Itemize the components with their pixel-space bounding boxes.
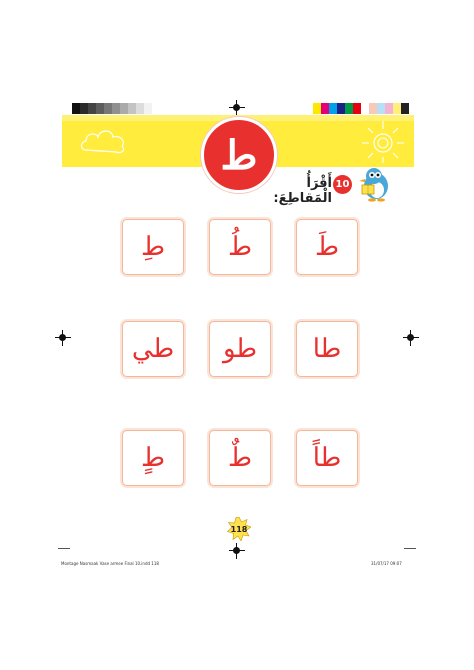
color-swatch: [377, 103, 385, 114]
syllable-card: طا: [296, 321, 358, 377]
crop-line: [404, 548, 416, 549]
bird-mascot-icon: [352, 160, 396, 204]
color-swatch: [353, 103, 361, 114]
color-swatch: [313, 103, 321, 114]
color-swatch: [393, 103, 401, 114]
instruction-text: أَقْرَأُ الْمَقاطِعَ:: [273, 176, 332, 206]
registration-mark-top: [232, 103, 242, 113]
color-swatch: [345, 103, 353, 114]
footer-file-name: Montage Nasmaak Vase armee Final 10.indd 118: [61, 561, 159, 566]
footer-timestamp: 31/07/17 09:07: [371, 561, 402, 566]
color-calibration-strip-left: [72, 103, 152, 114]
syllable-card: طٍ: [122, 430, 184, 486]
color-swatch: [72, 103, 80, 114]
registration-mark-bottom: [232, 546, 242, 556]
color-swatch: [401, 103, 409, 114]
color-swatch: [136, 103, 144, 114]
color-swatch: [88, 103, 96, 114]
syllable-card: طاً: [296, 430, 358, 486]
color-swatch: [120, 103, 128, 114]
syllable-card: طُ: [209, 219, 271, 275]
color-swatch: [112, 103, 120, 114]
sun-icon: [358, 117, 408, 165]
color-swatch: [329, 103, 337, 114]
registration-mark-left: [58, 333, 68, 343]
page-number: 118: [230, 524, 248, 534]
color-calibration-strip-right: [313, 103, 409, 114]
color-swatch: [104, 103, 112, 114]
color-swatch: [96, 103, 104, 114]
registration-mark-right: [406, 333, 416, 343]
color-swatch: [321, 103, 329, 114]
color-swatch: [361, 103, 369, 114]
letter-badge: ط: [201, 117, 277, 193]
exercise-number-badge: 10: [333, 175, 352, 194]
page-number-badge: [227, 517, 251, 541]
color-swatch: [144, 103, 152, 114]
color-swatch: [128, 103, 136, 114]
syllable-card: طو: [209, 321, 271, 377]
color-swatch: [369, 103, 377, 114]
color-swatch: [385, 103, 393, 114]
syllable-card: طي: [122, 321, 184, 377]
cloud-icon: [78, 124, 130, 156]
color-swatch: [337, 103, 345, 114]
syllable-card: طٌ: [209, 430, 271, 486]
syllable-card: طَ: [296, 219, 358, 275]
color-swatch: [80, 103, 88, 114]
crop-line: [58, 548, 70, 549]
syllable-card: طِ: [122, 219, 184, 275]
